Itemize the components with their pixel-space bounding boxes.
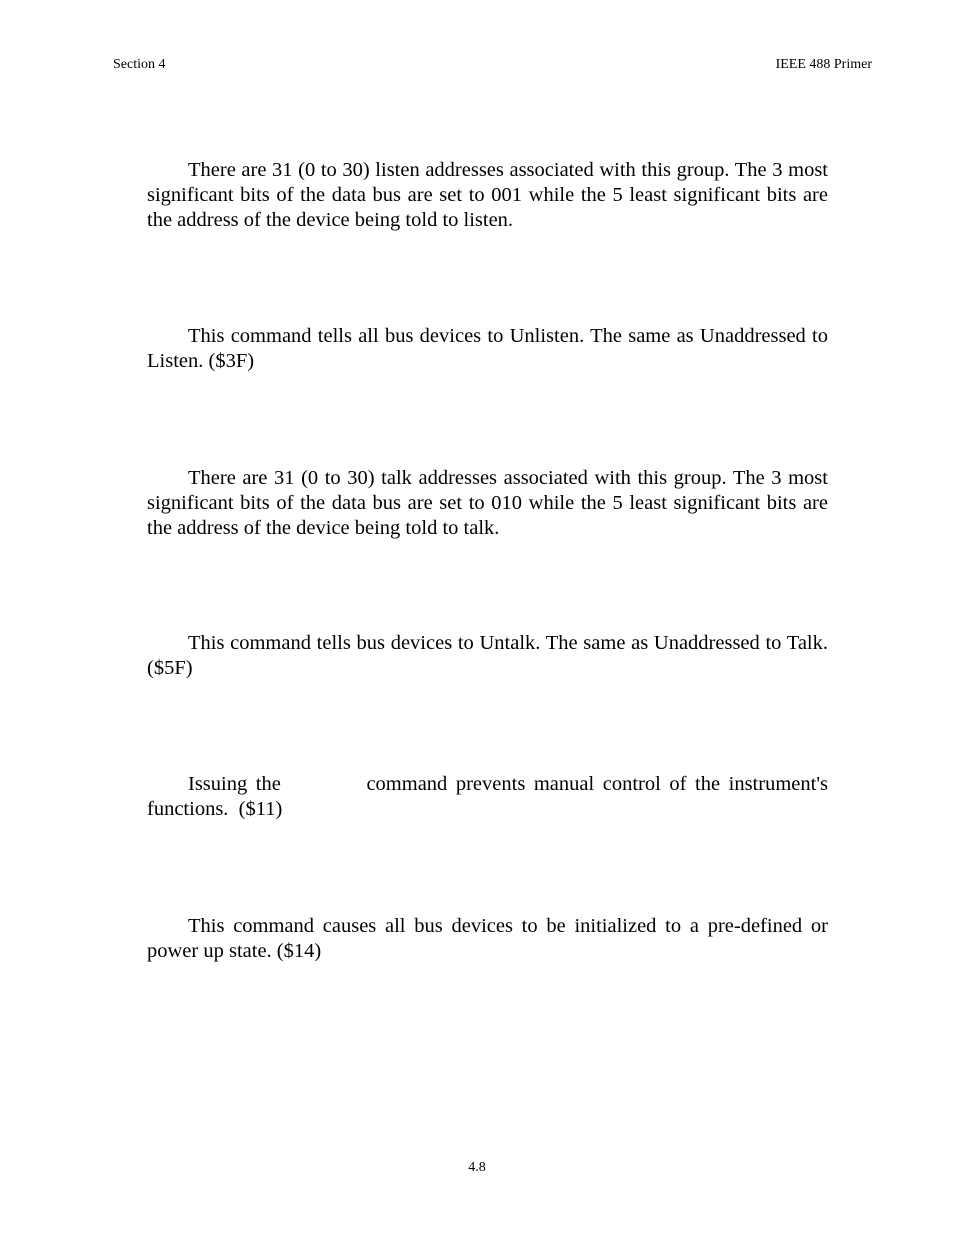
paragraph-local-lockout: Issuing the command prevents manual control of the instrument's functions. ($11) — [147, 773, 834, 820]
paragraph-listen-addresses: There are 31 (0 to 30) listen addresses associated with this group. The 3 most significant bits of the data bus are set to 001 while the 5 least significant bits are the address of the device being told to listen. — [147, 159, 828, 231]
page-number: 4.8 — [468, 1160, 486, 1175]
paragraph-talk-addresses: There are 31 (0 to 30) talk addresses associated with this group. The 3 most significant bits of the data bus are set to 010 while the 5 least significant bits are the address of the device being told to talk. — [147, 467, 828, 539]
header-document-title: IEEE 488 Primer — [775, 57, 872, 72]
header-section-label: Section 4 — [113, 57, 166, 72]
paragraph-device-clear: This command causes all bus devices to be initialized to a pre-defined or power up state. ($14) — [147, 915, 828, 962]
paragraph-unlisten: This command tells all bus devices to Unlisten. The same as Unaddressed to Listen. ($3F) — [147, 325, 828, 372]
paragraph-untalk: This command tells bus devices to Untalk. The same as Unaddressed to Talk. ($5F) — [147, 632, 828, 679]
